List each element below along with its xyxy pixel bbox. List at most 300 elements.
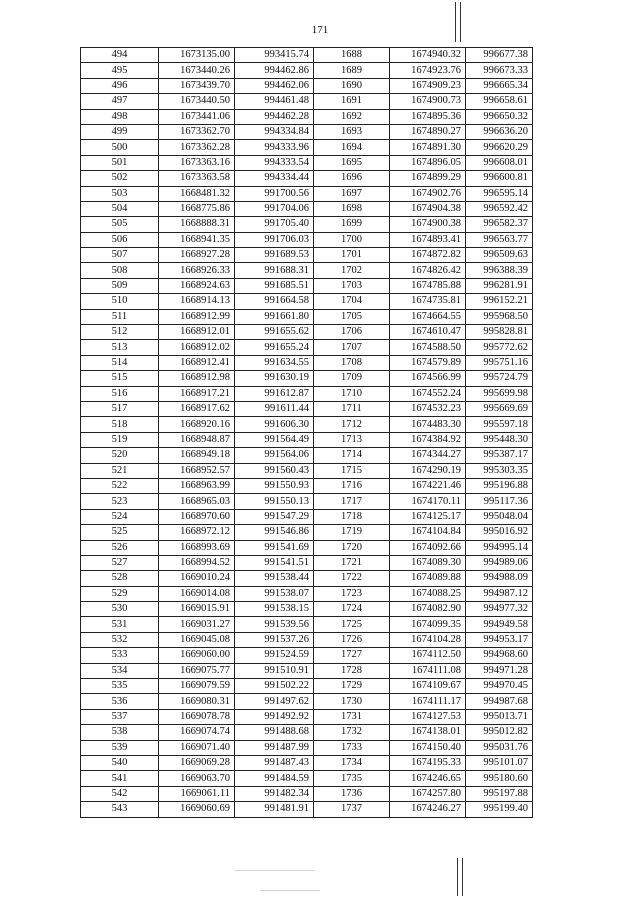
y-coordinate-right-cell: 995196.88 xyxy=(466,478,533,493)
point-number-left-cell: 535 xyxy=(81,679,159,694)
y-coordinate-left-cell: 991661.80 xyxy=(235,309,314,324)
point-number-right-cell: 1731 xyxy=(314,709,390,724)
binding-mark-bottom-inner xyxy=(462,858,463,896)
point-number-right-cell: 1709 xyxy=(314,371,390,386)
x-coordinate-right-cell: 1674170.11 xyxy=(390,494,466,509)
y-coordinate-left-cell: 994462.86 xyxy=(235,63,314,78)
point-number-left-cell: 520 xyxy=(81,448,159,463)
point-number-right-cell: 1691 xyxy=(314,94,390,109)
y-coordinate-right-cell: 995772.62 xyxy=(466,340,533,355)
point-number-left-cell: 517 xyxy=(81,401,159,416)
x-coordinate-left-cell: 1673439.70 xyxy=(159,78,235,93)
x-coordinate-right-cell: 1674895.36 xyxy=(390,109,466,124)
table-row xyxy=(81,617,533,632)
y-coordinate-left-cell: 994461.48 xyxy=(235,94,314,109)
x-coordinate-left-cell: 1673440.26 xyxy=(159,63,235,78)
y-coordinate-left-cell: 991497.62 xyxy=(235,694,314,709)
table-row xyxy=(81,325,533,340)
point-number-right-cell: 1692 xyxy=(314,109,390,124)
x-coordinate-right-cell: 1674899.29 xyxy=(390,171,466,186)
y-coordinate-left-cell: 991487.99 xyxy=(235,740,314,755)
point-number-right-cell: 1736 xyxy=(314,786,390,801)
x-coordinate-right-cell: 1674384.92 xyxy=(390,432,466,447)
point-number-left-cell: 515 xyxy=(81,371,159,386)
x-coordinate-left-cell: 1668926.33 xyxy=(159,263,235,278)
x-coordinate-left-cell: 1669063.70 xyxy=(159,771,235,786)
y-coordinate-left-cell: 991546.86 xyxy=(235,525,314,540)
point-number-right-cell: 1727 xyxy=(314,648,390,663)
x-coordinate-left-cell: 1668924.63 xyxy=(159,278,235,293)
point-number-left-cell: 536 xyxy=(81,694,159,709)
x-coordinate-left-cell: 1673362.70 xyxy=(159,124,235,139)
x-coordinate-right-cell: 1674246.27 xyxy=(390,802,466,817)
x-coordinate-left-cell: 1668914.13 xyxy=(159,294,235,309)
y-coordinate-left-cell: 991492.92 xyxy=(235,709,314,724)
point-number-left-cell: 506 xyxy=(81,232,159,247)
table-row xyxy=(81,140,533,155)
x-coordinate-left-cell: 1668948.87 xyxy=(159,432,235,447)
point-number-left-cell: 538 xyxy=(81,725,159,740)
x-coordinate-right-cell: 1674872.82 xyxy=(390,248,466,263)
table-row xyxy=(81,771,533,786)
x-coordinate-right-cell: 1674904.38 xyxy=(390,201,466,216)
table-row xyxy=(81,432,533,447)
point-number-left-cell: 502 xyxy=(81,171,159,186)
x-coordinate-right-cell: 1674111.17 xyxy=(390,694,466,709)
table-row xyxy=(81,417,533,432)
x-coordinate-right-cell: 1674195.33 xyxy=(390,755,466,770)
y-coordinate-right-cell: 996592.42 xyxy=(466,201,533,216)
x-coordinate-right-cell: 1674092.66 xyxy=(390,540,466,555)
point-number-left-cell: 521 xyxy=(81,463,159,478)
y-coordinate-left-cell: 991481.91 xyxy=(235,802,314,817)
y-coordinate-left-cell: 991502.22 xyxy=(235,679,314,694)
y-coordinate-left-cell: 991482.34 xyxy=(235,786,314,801)
x-coordinate-right-cell: 1674099.35 xyxy=(390,617,466,632)
x-coordinate-right-cell: 1674900.38 xyxy=(390,217,466,232)
y-coordinate-right-cell: 996281.91 xyxy=(466,278,533,293)
y-coordinate-left-cell: 991560.43 xyxy=(235,463,314,478)
point-number-right-cell: 1730 xyxy=(314,694,390,709)
point-number-left-cell: 507 xyxy=(81,248,159,263)
y-coordinate-right-cell: 995751.16 xyxy=(466,355,533,370)
x-coordinate-right-cell: 1674089.88 xyxy=(390,571,466,586)
point-number-left-cell: 512 xyxy=(81,325,159,340)
table-row xyxy=(81,602,533,617)
table-row xyxy=(81,155,533,170)
table-row xyxy=(81,725,533,740)
y-coordinate-right-cell: 995117.36 xyxy=(466,494,533,509)
y-coordinate-right-cell: 994989.06 xyxy=(466,555,533,570)
y-coordinate-right-cell: 996563.77 xyxy=(466,232,533,247)
point-number-right-cell: 1732 xyxy=(314,725,390,740)
point-number-left-cell: 533 xyxy=(81,648,159,663)
x-coordinate-left-cell: 1668481.32 xyxy=(159,186,235,201)
table-row xyxy=(81,48,533,63)
scan-smudge xyxy=(235,870,315,871)
x-coordinate-right-cell: 1674900.73 xyxy=(390,94,466,109)
table-row xyxy=(81,63,533,78)
x-coordinate-left-cell: 1669010.24 xyxy=(159,571,235,586)
y-coordinate-left-cell: 991606.30 xyxy=(235,417,314,432)
x-coordinate-right-cell: 1674221.46 xyxy=(390,478,466,493)
x-coordinate-left-cell: 1669069.28 xyxy=(159,755,235,770)
point-number-right-cell: 1728 xyxy=(314,663,390,678)
point-number-right-cell: 1713 xyxy=(314,432,390,447)
y-coordinate-left-cell: 991487.43 xyxy=(235,755,314,770)
x-coordinate-right-cell: 1674579.89 xyxy=(390,355,466,370)
point-number-right-cell: 1704 xyxy=(314,294,390,309)
y-coordinate-left-cell: 991488.68 xyxy=(235,725,314,740)
y-coordinate-left-cell: 991634.55 xyxy=(235,355,314,370)
point-number-right-cell: 1716 xyxy=(314,478,390,493)
point-number-left-cell: 531 xyxy=(81,617,159,632)
y-coordinate-left-cell: 991539.56 xyxy=(235,617,314,632)
table-row xyxy=(81,278,533,293)
y-coordinate-right-cell: 995828.81 xyxy=(466,325,533,340)
table-row xyxy=(81,386,533,401)
table-row xyxy=(81,755,533,770)
x-coordinate-left-cell: 1673362.28 xyxy=(159,140,235,155)
table-row xyxy=(81,740,533,755)
point-number-right-cell: 1690 xyxy=(314,78,390,93)
point-number-right-cell: 1733 xyxy=(314,740,390,755)
x-coordinate-right-cell: 1674664.55 xyxy=(390,309,466,324)
x-coordinate-right-cell: 1674111.08 xyxy=(390,663,466,678)
x-coordinate-left-cell: 1669060.00 xyxy=(159,648,235,663)
point-number-left-cell: 524 xyxy=(81,509,159,524)
point-number-right-cell: 1722 xyxy=(314,571,390,586)
x-coordinate-right-cell: 1674893.41 xyxy=(390,232,466,247)
y-coordinate-left-cell: 993415.74 xyxy=(235,48,314,63)
point-number-right-cell: 1712 xyxy=(314,417,390,432)
table-row xyxy=(81,571,533,586)
y-coordinate-left-cell: 991688.31 xyxy=(235,263,314,278)
y-coordinate-right-cell: 995669.69 xyxy=(466,401,533,416)
y-coordinate-right-cell: 996582.37 xyxy=(466,217,533,232)
x-coordinate-right-cell: 1674923.76 xyxy=(390,63,466,78)
y-coordinate-right-cell: 995724.79 xyxy=(466,371,533,386)
x-coordinate-left-cell: 1669060.69 xyxy=(159,802,235,817)
point-number-right-cell: 1689 xyxy=(314,63,390,78)
point-number-right-cell: 1694 xyxy=(314,140,390,155)
x-coordinate-right-cell: 1674125.17 xyxy=(390,509,466,524)
table-row xyxy=(81,679,533,694)
y-coordinate-left-cell: 994334.44 xyxy=(235,171,314,186)
x-coordinate-right-cell: 1674588.50 xyxy=(390,340,466,355)
point-number-left-cell: 495 xyxy=(81,63,159,78)
y-coordinate-right-cell: 995597.18 xyxy=(466,417,533,432)
y-coordinate-right-cell: 995101.07 xyxy=(466,755,533,770)
x-coordinate-left-cell: 1668927.28 xyxy=(159,248,235,263)
binding-mark-bottom xyxy=(457,858,458,896)
point-number-left-cell: 519 xyxy=(81,432,159,447)
table-row xyxy=(81,186,533,201)
point-number-left-cell: 516 xyxy=(81,386,159,401)
binding-mark-top-inner xyxy=(460,2,461,42)
point-number-left-cell: 527 xyxy=(81,555,159,570)
point-number-left-cell: 504 xyxy=(81,201,159,216)
x-coordinate-right-cell: 1674909.23 xyxy=(390,78,466,93)
y-coordinate-right-cell: 995197.88 xyxy=(466,786,533,801)
x-coordinate-left-cell: 1668920.16 xyxy=(159,417,235,432)
y-coordinate-right-cell: 995303.35 xyxy=(466,463,533,478)
scan-smudge xyxy=(260,890,320,891)
y-coordinate-left-cell: 991547.29 xyxy=(235,509,314,524)
y-coordinate-right-cell: 995180.60 xyxy=(466,771,533,786)
table-row xyxy=(81,494,533,509)
table-row xyxy=(81,263,533,278)
y-coordinate-right-cell: 995012.82 xyxy=(466,725,533,740)
table-row xyxy=(81,709,533,724)
x-coordinate-left-cell: 1669075.77 xyxy=(159,663,235,678)
point-number-left-cell: 525 xyxy=(81,525,159,540)
x-coordinate-right-cell: 1674109.67 xyxy=(390,679,466,694)
point-number-left-cell: 509 xyxy=(81,278,159,293)
table-row xyxy=(81,94,533,109)
point-number-left-cell: 500 xyxy=(81,140,159,155)
x-coordinate-right-cell: 1674112.50 xyxy=(390,648,466,663)
binding-mark-top xyxy=(455,2,456,42)
x-coordinate-left-cell: 1668952.57 xyxy=(159,463,235,478)
x-coordinate-left-cell: 1673363.16 xyxy=(159,155,235,170)
y-coordinate-right-cell: 995448.30 xyxy=(466,432,533,447)
point-number-right-cell: 1703 xyxy=(314,278,390,293)
x-coordinate-right-cell: 1674290.19 xyxy=(390,463,466,478)
point-number-right-cell: 1710 xyxy=(314,386,390,401)
y-coordinate-right-cell: 994988.09 xyxy=(466,571,533,586)
y-coordinate-right-cell: 996665.34 xyxy=(466,78,533,93)
point-number-left-cell: 530 xyxy=(81,602,159,617)
point-number-right-cell: 1735 xyxy=(314,771,390,786)
y-coordinate-left-cell: 991524.59 xyxy=(235,648,314,663)
x-coordinate-left-cell: 1669079.59 xyxy=(159,679,235,694)
y-coordinate-left-cell: 991611.44 xyxy=(235,401,314,416)
x-coordinate-left-cell: 1669078.78 xyxy=(159,709,235,724)
y-coordinate-left-cell: 991564.06 xyxy=(235,448,314,463)
point-number-left-cell: 534 xyxy=(81,663,159,678)
y-coordinate-right-cell: 996650.32 xyxy=(466,109,533,124)
x-coordinate-left-cell: 1669061.11 xyxy=(159,786,235,801)
x-coordinate-right-cell: 1674785.88 xyxy=(390,278,466,293)
point-number-right-cell: 1699 xyxy=(314,217,390,232)
x-coordinate-right-cell: 1674127.53 xyxy=(390,709,466,724)
table-row xyxy=(81,540,533,555)
y-coordinate-right-cell: 995699.98 xyxy=(466,386,533,401)
table-row xyxy=(81,78,533,93)
point-number-right-cell: 1725 xyxy=(314,617,390,632)
point-number-right-cell: 1734 xyxy=(314,755,390,770)
y-coordinate-right-cell: 995199.40 xyxy=(466,802,533,817)
x-coordinate-right-cell: 1674532.23 xyxy=(390,401,466,416)
table-row xyxy=(81,802,533,817)
x-coordinate-left-cell: 1668917.21 xyxy=(159,386,235,401)
point-number-right-cell: 1715 xyxy=(314,463,390,478)
x-coordinate-left-cell: 1668912.98 xyxy=(159,371,235,386)
x-coordinate-left-cell: 1668775.86 xyxy=(159,201,235,216)
table-row xyxy=(81,248,533,263)
y-coordinate-left-cell: 994462.28 xyxy=(235,109,314,124)
y-coordinate-right-cell: 995013.71 xyxy=(466,709,533,724)
x-coordinate-right-cell: 1674104.28 xyxy=(390,632,466,647)
x-coordinate-left-cell: 1673441.06 xyxy=(159,109,235,124)
table-row xyxy=(81,786,533,801)
point-number-left-cell: 518 xyxy=(81,417,159,432)
point-number-left-cell: 498 xyxy=(81,109,159,124)
point-number-right-cell: 1700 xyxy=(314,232,390,247)
y-coordinate-right-cell: 994971.28 xyxy=(466,663,533,678)
y-coordinate-right-cell: 994968.60 xyxy=(466,648,533,663)
table-row xyxy=(81,217,533,232)
x-coordinate-left-cell: 1668941.35 xyxy=(159,232,235,247)
x-coordinate-right-cell: 1674896.05 xyxy=(390,155,466,170)
point-number-right-cell: 1711 xyxy=(314,401,390,416)
y-coordinate-right-cell: 994949.58 xyxy=(466,617,533,632)
y-coordinate-right-cell: 996152.21 xyxy=(466,294,533,309)
y-coordinate-left-cell: 994333.54 xyxy=(235,155,314,170)
point-number-left-cell: 537 xyxy=(81,709,159,724)
point-number-right-cell: 1720 xyxy=(314,540,390,555)
x-coordinate-right-cell: 1674552.24 xyxy=(390,386,466,401)
point-number-right-cell: 1726 xyxy=(314,632,390,647)
point-number-left-cell: 497 xyxy=(81,94,159,109)
point-number-left-cell: 503 xyxy=(81,186,159,201)
x-coordinate-right-cell: 1674610.47 xyxy=(390,325,466,340)
y-coordinate-right-cell: 995031.76 xyxy=(466,740,533,755)
x-coordinate-right-cell: 1674082.90 xyxy=(390,602,466,617)
x-coordinate-right-cell: 1674089.30 xyxy=(390,555,466,570)
point-number-left-cell: 532 xyxy=(81,632,159,647)
point-number-right-cell: 1723 xyxy=(314,586,390,601)
y-coordinate-right-cell: 996388.39 xyxy=(466,263,533,278)
point-number-left-cell: 513 xyxy=(81,340,159,355)
y-coordinate-left-cell: 991538.44 xyxy=(235,571,314,586)
point-number-left-cell: 528 xyxy=(81,571,159,586)
point-number-left-cell: 522 xyxy=(81,478,159,493)
y-coordinate-left-cell: 991704.06 xyxy=(235,201,314,216)
x-coordinate-left-cell: 1668963.99 xyxy=(159,478,235,493)
table-row xyxy=(81,340,533,355)
point-number-right-cell: 1701 xyxy=(314,248,390,263)
point-number-right-cell: 1719 xyxy=(314,525,390,540)
table-row xyxy=(81,401,533,416)
point-number-right-cell: 1707 xyxy=(314,340,390,355)
table-row xyxy=(81,109,533,124)
y-coordinate-right-cell: 996608.01 xyxy=(466,155,533,170)
point-number-right-cell: 1721 xyxy=(314,555,390,570)
x-coordinate-left-cell: 1673440.50 xyxy=(159,94,235,109)
point-number-right-cell: 1737 xyxy=(314,802,390,817)
table-row xyxy=(81,694,533,709)
y-coordinate-left-cell: 991612.87 xyxy=(235,386,314,401)
point-number-right-cell: 1697 xyxy=(314,186,390,201)
y-coordinate-left-cell: 994333.96 xyxy=(235,140,314,155)
point-number-left-cell: 541 xyxy=(81,771,159,786)
y-coordinate-right-cell: 994987.68 xyxy=(466,694,533,709)
y-coordinate-right-cell: 994987.12 xyxy=(466,586,533,601)
y-coordinate-right-cell: 996595.14 xyxy=(466,186,533,201)
y-coordinate-right-cell: 994995.14 xyxy=(466,540,533,555)
point-number-left-cell: 540 xyxy=(81,755,159,770)
point-number-left-cell: 510 xyxy=(81,294,159,309)
table-row xyxy=(81,201,533,216)
y-coordinate-left-cell: 991484.59 xyxy=(235,771,314,786)
point-number-left-cell: 529 xyxy=(81,586,159,601)
point-number-left-cell: 501 xyxy=(81,155,159,170)
y-coordinate-right-cell: 996673.33 xyxy=(466,63,533,78)
y-coordinate-right-cell: 996509.63 xyxy=(466,248,533,263)
table-row xyxy=(81,478,533,493)
point-number-right-cell: 1695 xyxy=(314,155,390,170)
x-coordinate-left-cell: 1668970.60 xyxy=(159,509,235,524)
table-row xyxy=(81,355,533,370)
y-coordinate-right-cell: 995968.50 xyxy=(466,309,533,324)
x-coordinate-left-cell: 1669014.08 xyxy=(159,586,235,601)
point-number-right-cell: 1717 xyxy=(314,494,390,509)
table-row xyxy=(81,124,533,139)
y-coordinate-left-cell: 991541.51 xyxy=(235,555,314,570)
y-coordinate-left-cell: 991706.03 xyxy=(235,232,314,247)
table-row xyxy=(81,525,533,540)
table-row xyxy=(81,371,533,386)
y-coordinate-left-cell: 991655.24 xyxy=(235,340,314,355)
point-number-right-cell: 1724 xyxy=(314,602,390,617)
point-number-left-cell: 508 xyxy=(81,263,159,278)
table-row xyxy=(81,171,533,186)
x-coordinate-right-cell: 1674890.27 xyxy=(390,124,466,139)
x-coordinate-left-cell: 1673135.00 xyxy=(159,48,235,63)
coordinates-table xyxy=(80,47,533,818)
x-coordinate-right-cell: 1674826.42 xyxy=(390,263,466,278)
point-number-left-cell: 523 xyxy=(81,494,159,509)
x-coordinate-left-cell: 1669074.74 xyxy=(159,725,235,740)
y-coordinate-right-cell: 996636.20 xyxy=(466,124,533,139)
point-number-left-cell: 514 xyxy=(81,355,159,370)
y-coordinate-left-cell: 991510.91 xyxy=(235,663,314,678)
y-coordinate-right-cell: 996620.29 xyxy=(466,140,533,155)
point-number-right-cell: 1718 xyxy=(314,509,390,524)
point-number-right-cell: 1708 xyxy=(314,355,390,370)
y-coordinate-right-cell: 996677.38 xyxy=(466,48,533,63)
x-coordinate-right-cell: 1674902.76 xyxy=(390,186,466,201)
point-number-right-cell: 1688 xyxy=(314,48,390,63)
table-row xyxy=(81,663,533,678)
x-coordinate-right-cell: 1674104.84 xyxy=(390,525,466,540)
x-coordinate-left-cell: 1668912.99 xyxy=(159,309,235,324)
x-coordinate-left-cell: 1673363.58 xyxy=(159,171,235,186)
table-row xyxy=(81,463,533,478)
point-number-left-cell: 511 xyxy=(81,309,159,324)
y-coordinate-right-cell: 994970.45 xyxy=(466,679,533,694)
point-number-left-cell: 505 xyxy=(81,217,159,232)
y-coordinate-left-cell: 991541.69 xyxy=(235,540,314,555)
y-coordinate-left-cell: 991630.19 xyxy=(235,371,314,386)
x-coordinate-right-cell: 1674483.30 xyxy=(390,417,466,432)
y-coordinate-left-cell: 991689.53 xyxy=(235,248,314,263)
x-coordinate-right-cell: 1674088.25 xyxy=(390,586,466,601)
x-coordinate-left-cell: 1668912.41 xyxy=(159,355,235,370)
point-number-left-cell: 542 xyxy=(81,786,159,801)
y-coordinate-left-cell: 991655.62 xyxy=(235,325,314,340)
x-coordinate-right-cell: 1674891.30 xyxy=(390,140,466,155)
point-number-left-cell: 496 xyxy=(81,78,159,93)
x-coordinate-left-cell: 1668912.01 xyxy=(159,325,235,340)
y-coordinate-right-cell: 995048.04 xyxy=(466,509,533,524)
x-coordinate-left-cell: 1668965.03 xyxy=(159,494,235,509)
y-coordinate-right-cell: 996658.61 xyxy=(466,94,533,109)
x-coordinate-left-cell: 1668888.31 xyxy=(159,217,235,232)
y-coordinate-left-cell: 991550.93 xyxy=(235,478,314,493)
